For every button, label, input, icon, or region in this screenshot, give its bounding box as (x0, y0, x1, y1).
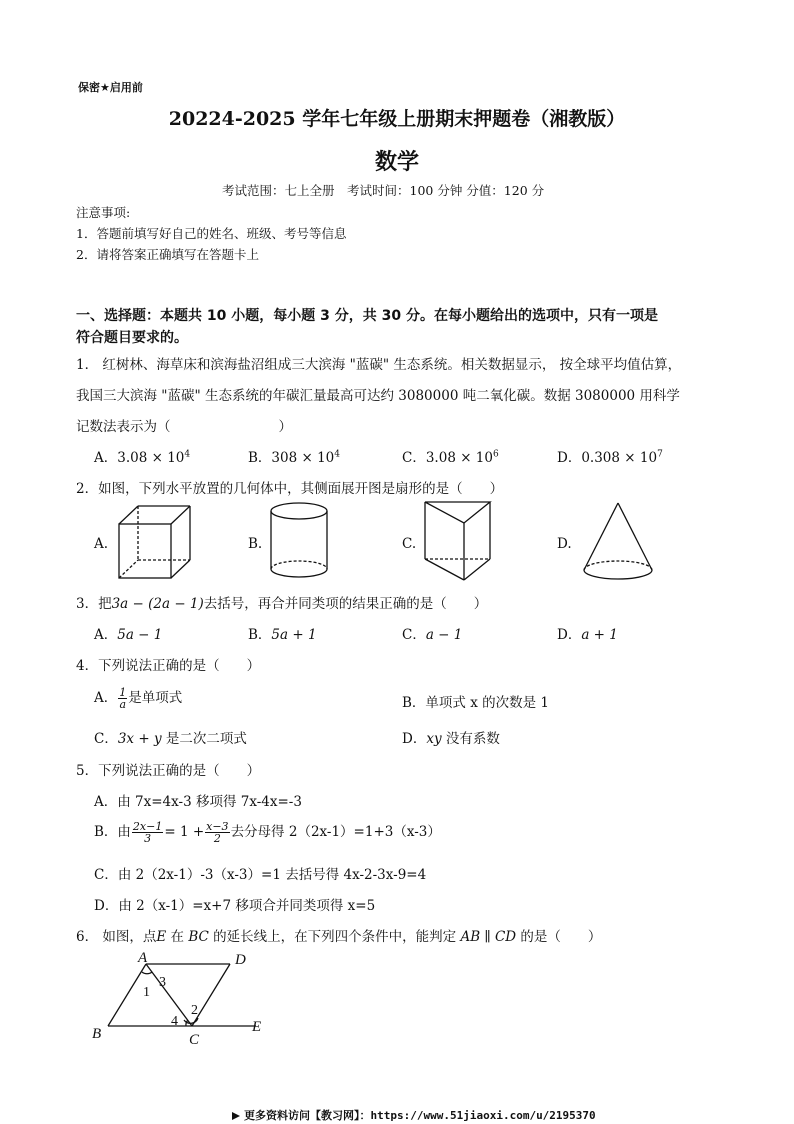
notes-item: 1．答题前填写好自己的姓名、班级、考号等信息 (76, 226, 347, 241)
q1-option-c: C．$3.08 \times 10^6$ (402, 449, 499, 466)
point-b-label: B (92, 1026, 102, 1042)
q5-option-d: D．由 2（x-1）=x+7 移项合并同类项得 x=5 (94, 898, 376, 914)
q5-option-a: A．由 7x=4x-3 移项得 7x-4x=-3 (94, 794, 302, 810)
question-2-stem: 2．如图，下列水平放置的几何体中，其侧面展开图是扇形的是（ ） (76, 481, 504, 497)
q4-option-b: B．单项式 x 的次数是 1 (402, 695, 549, 711)
cylinder-figure (270, 501, 330, 581)
question-1-line: 我国三大滨海 "蓝碳" 生态系统的年碳汇量最高可达约 3080000 吨二氧化碳。数据 3080000 用科学 (76, 388, 680, 404)
q2-option-a-label: A. (94, 536, 109, 552)
notes-heading: 注意事项: (76, 205, 131, 220)
section-heading: 一、选择题：本题共 10 小题，每小题 3 分，共 30 分。在每小题给出的选项中，只有一项是 (76, 308, 658, 324)
confidential-label: 保密★启用前 (78, 81, 143, 94)
question-6-stem: 6． 如图，点E 在 BC 的延长线上，在下列四个条件中，能判定 AB ∥ CD 的是（ ） (76, 929, 602, 945)
angle-3-label: 3 (159, 975, 166, 990)
q4-option-a: A． $\frac{1}{a}$ 是单项式 (94, 686, 183, 711)
flag-icon (232, 1112, 240, 1120)
q5-option-c: C．由 2（2x-1）-3（x-3）=1 去括号得 4x-2-3x-9=4 (94, 867, 427, 883)
angle-2-label: 2 (191, 1003, 198, 1018)
q4-option-d: D．xy 没有系数 (402, 731, 500, 747)
prism-figure (424, 501, 494, 583)
q5-option-b: B．由 $\frac{2x-1}{3}$ = 1 + $\frac{x-3}{2}$ 去分母得 2（2x-1）=1+3（x-3） (94, 820, 441, 845)
q1-option-b: B．$308 \times 10^4$ (248, 449, 340, 466)
angle-4-label: 4 (171, 1014, 178, 1029)
q2-option-d-label: D. (557, 536, 572, 552)
q3-option-b: B．5a + 1 (248, 627, 317, 643)
q1-option-d: D．$0.308 \times 10^7$ (557, 449, 663, 466)
angle-1-label: 1 (143, 985, 150, 1000)
exam-title: 20224-2025 学年七年级上册期末押题卷（湘教版） (168, 108, 626, 130)
question-5-stem: 5．下列说法正确的是（ ） (76, 763, 261, 779)
footer-link[interactable]: 更多资料访问【教习网】：https://www.51jiaoxi.com/u/2195370 (232, 1107, 596, 1123)
question-3-stem: 3．把3a − (2a − 1)去括号，再合并同类项的结果正确的是（ ） (76, 596, 488, 612)
cone-figure (583, 502, 655, 582)
question-1-line: 1． 红树林、海草床和滨海盐沼组成三大滨海 "蓝碳" 生态系统。相关数据显示， 按全球平均值估算， (76, 357, 682, 373)
q4-option-c: C．3x + y 是二次二项式 (94, 731, 247, 747)
point-c-label: C (189, 1032, 200, 1048)
q3-option-c: C．a − 1 (402, 627, 463, 643)
cube-figure (118, 505, 193, 580)
point-d-label: D (235, 952, 246, 968)
q3-option-d: D．a + 1 (557, 627, 618, 643)
subject-title: 数学 (374, 149, 419, 175)
section-heading: 符合题目要求的。 (76, 330, 188, 346)
q1-option-a: A．$3.08 \times 10^4$ (94, 449, 191, 466)
point-e-label: E (252, 1019, 262, 1035)
q3-option-a: A．5a − 1 (94, 627, 163, 643)
q2-option-b-label: B. (248, 536, 263, 552)
point-a-label: A (138, 950, 148, 966)
question-4-stem: 4．下列说法正确的是（ ） (76, 658, 261, 674)
notes-item: 2．请将答案正确填写在答题卡上 (76, 247, 259, 262)
question-1-line: 记数法表示为（ ） (76, 419, 292, 435)
parallelogram-figure (88, 950, 278, 1050)
exam-meta: 考试范围：七上全册 考试时间：100 分钟 分值：120 分 (222, 183, 545, 198)
q2-option-c-label: C. (402, 536, 417, 552)
